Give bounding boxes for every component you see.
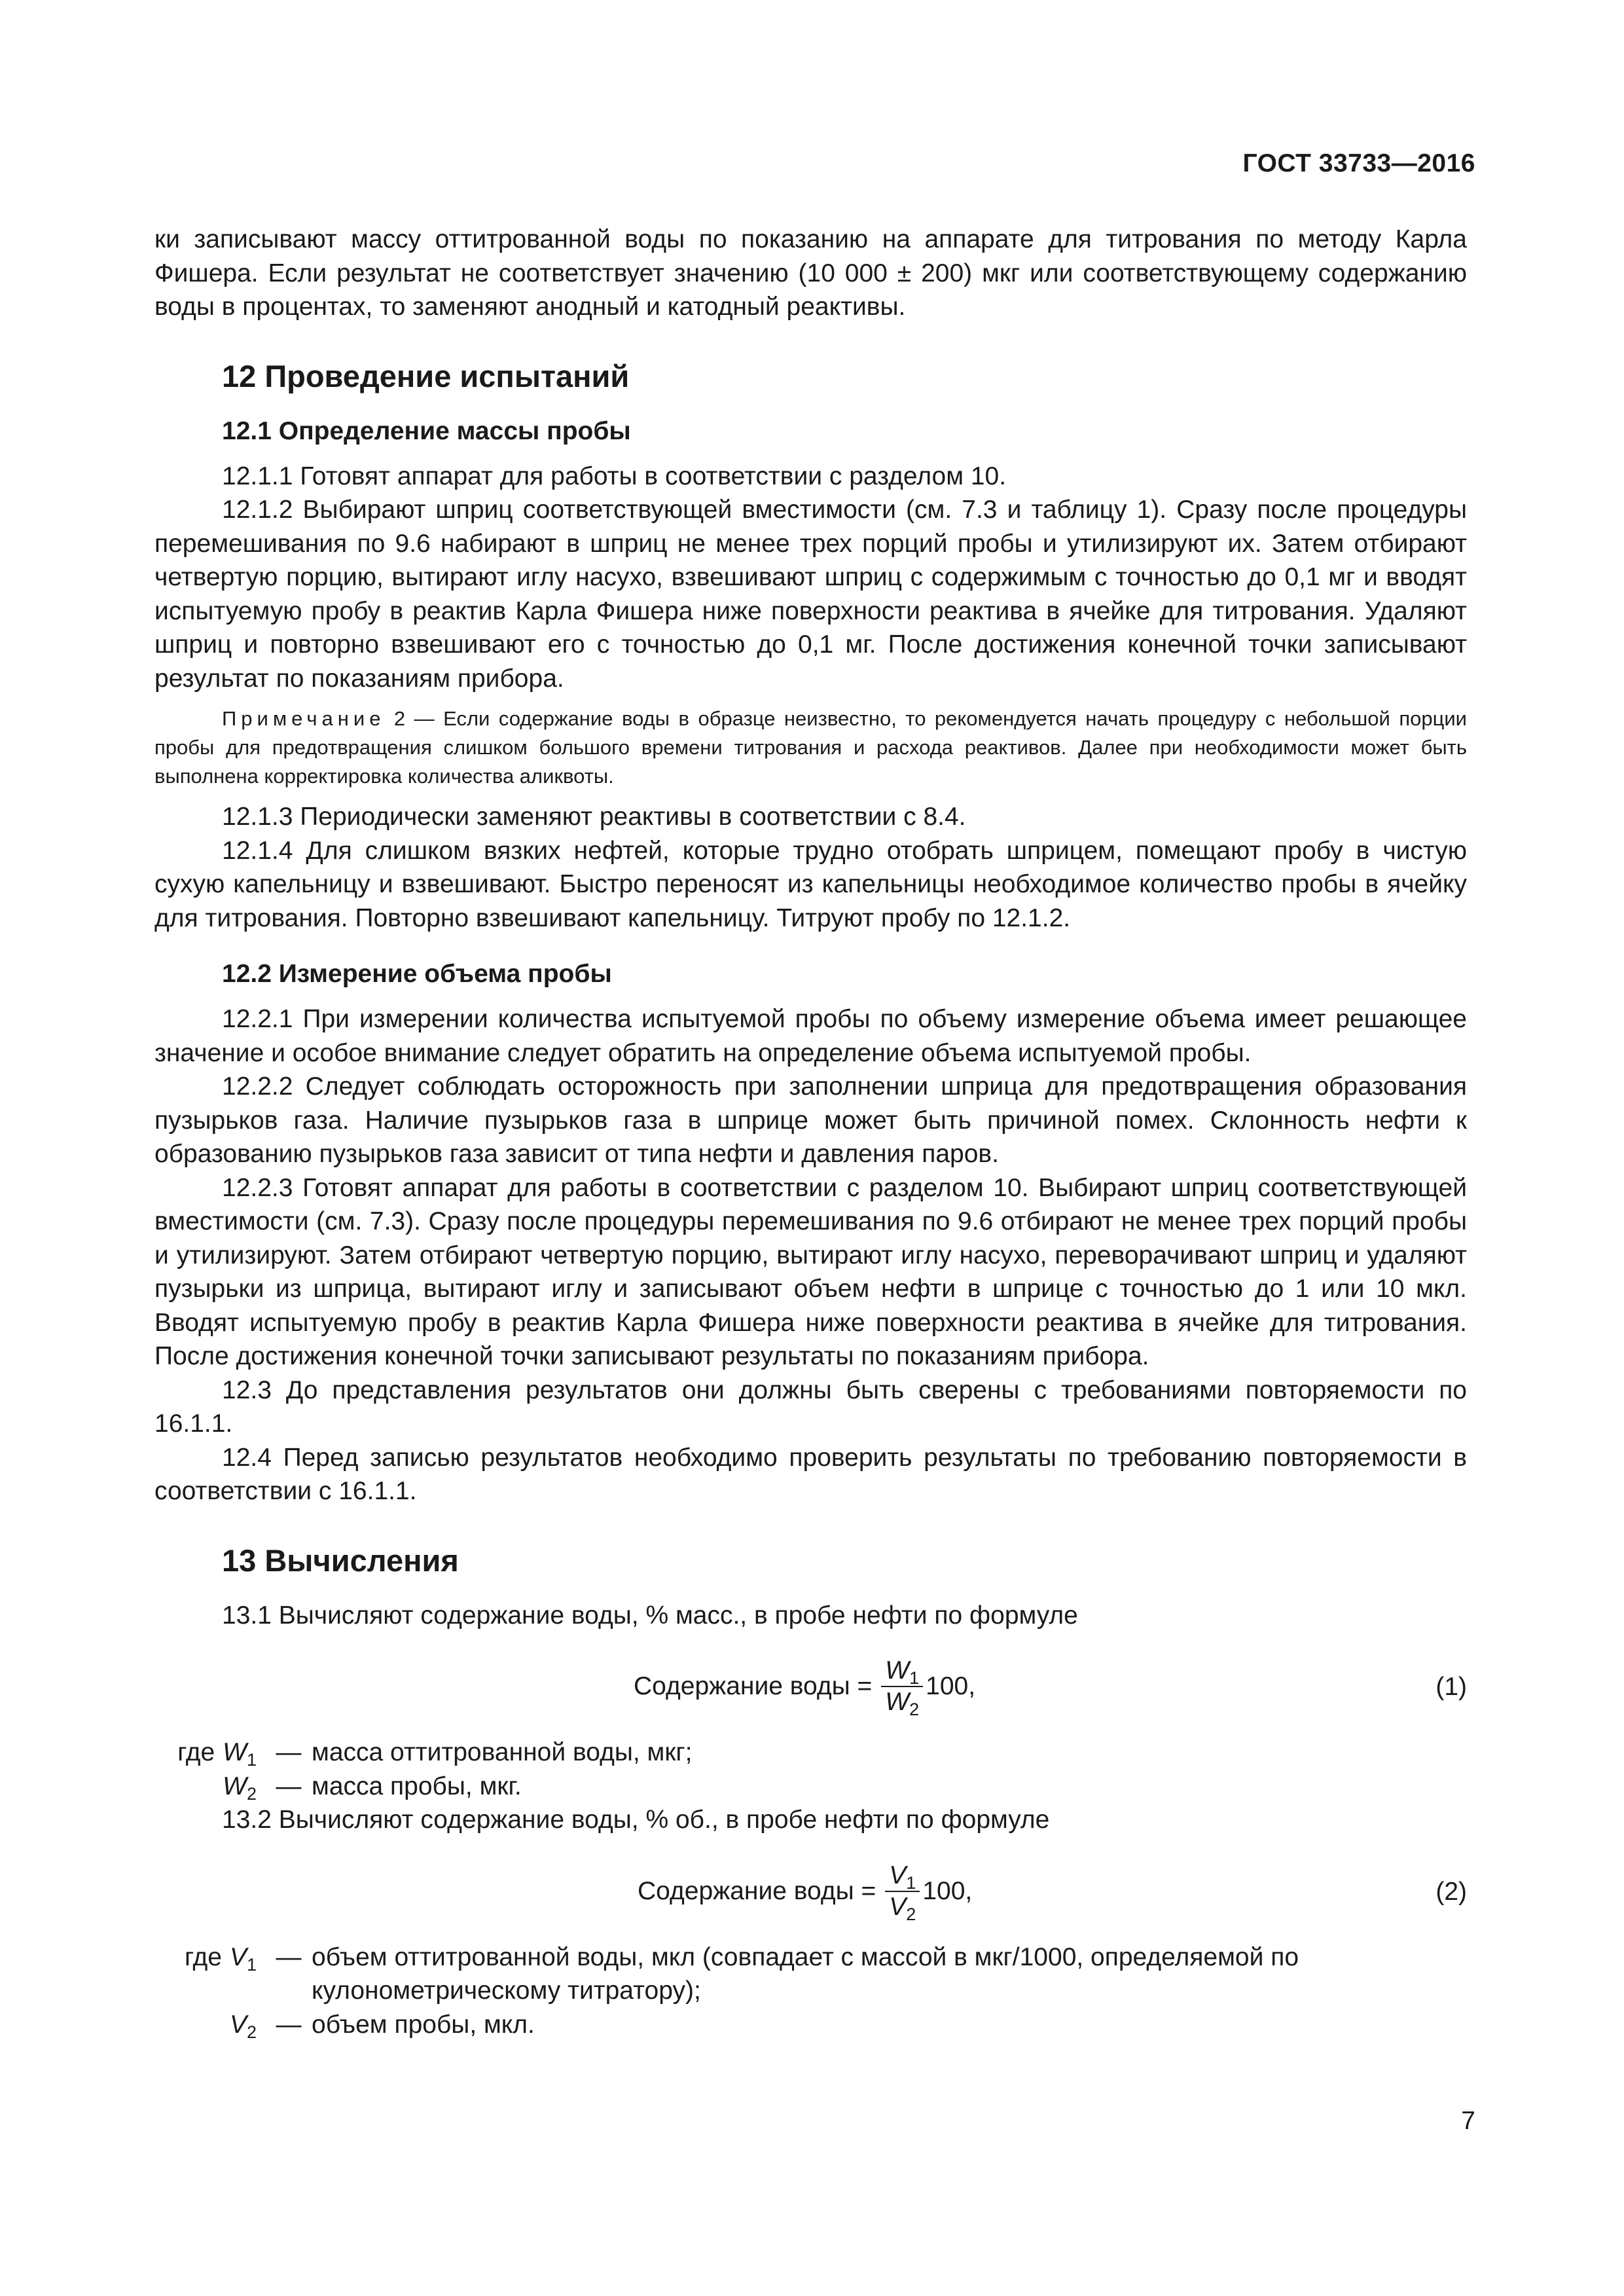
paragraph-13-2: 13.2 Вычисляют содержание воды, % об., в пробе нефти по формуле	[222, 1806, 1050, 1834]
page-content	[154, 223, 1467, 2041]
paragraph-12-4: 12.4 Перед записью результатов необходимо проверить результаты по требованию повторяемости в соответствии с 16.1.1.	[154, 1443, 1467, 1505]
subsection-12-2-title: 12.2 Измерение объема пробы	[222, 960, 612, 988]
formula-1-factor: 100,	[926, 1672, 976, 1701]
note-2	[154, 704, 1467, 791]
formula-2	[154, 1849, 1467, 1934]
formula-2-numerator: $V_1$	[885, 1861, 920, 1892]
formula-1-number: (1)	[1435, 1673, 1467, 1701]
paragraph-12-1-3: 12.1.3 Периодически заменяют реактивы в соответствии с 8.4.	[222, 803, 966, 831]
formula-2-fraction	[885, 1861, 920, 1922]
where-list-2	[154, 1941, 1467, 2042]
section-12-title: 12 Проведение испытаний	[222, 358, 630, 393]
formula-1	[154, 1644, 1467, 1729]
formula-2-denominator: $V_2$	[889, 1892, 916, 1924]
paragraph-12-3: 12.3 До представления результатов они должны быть сверены с требованиями повторяемости по 16.1.1.	[154, 1376, 1467, 1438]
where-1-row-1-dash: —	[276, 1738, 302, 1766]
formula-1-fraction	[881, 1656, 923, 1717]
where-2-row-2-symbol: $V_2$	[229, 2010, 257, 2042]
where-list-1	[154, 1736, 1467, 1803]
paragraph-12-1-1: 12.1.1 Готовят аппарат для работы в соответствии с разделом 10.	[222, 462, 1007, 490]
standard-header: ГОСТ 33733—2016	[1242, 149, 1475, 177]
formula-2-label: Содержание воды =	[638, 1876, 876, 1905]
paragraph-12-1-4: 12.1.4 Для слишком вязких нефтей, которые трудно отобрать шприцем, помещают пробу в чистую сухую капельницу и взвешивают. Быстро переносят из капельницы необходимое количество пробы в ячейку для титрования. Повторно взвешивают капельницу. Титруют пробу по 12.1.2.	[154, 836, 1467, 932]
where-2-row-1-symbol: где $V_1$	[185, 1942, 257, 1975]
page-number: 7	[1461, 2107, 1475, 2135]
section-13-title: 13 Вычисления	[222, 1542, 459, 1578]
where-2-row-1-dash: —	[276, 1942, 302, 1971]
formula-1-denominator: $W_2$	[885, 1688, 920, 1719]
where-1-row-2-text: масса пробы, мкг.	[312, 1772, 522, 1800]
formula-1-expression	[634, 1644, 975, 1729]
paragraph-13-1: 13.1 Вычисляют содержание воды, % масс., в пробе нефти по формуле	[222, 1601, 1078, 1630]
paragraph-12-2-1: 12.2.1 При измерении количества испытуемой пробы по объему измерение объема имеет решающее значение и особое внимание следует обратить на определение объема испытуемой пробы.	[154, 1005, 1467, 1067]
paragraph-12-2-2: 12.2.2 Следует соблюдать осторожность при заполнении шприца для предотвращения образования пузырьков газа. Наличие пузырьков газа в шприце может быть причиной помех. Склонность нефти к образованию пузырьков газа зависит от типа нефти и давления паров.	[154, 1072, 1467, 1168]
paragraph-12-1-2: 12.1.2 Выбирают шприц соответствующей вместимости (см. 7.3 и таблицу 1). Сразу после процедуры перемешивания по 9.6 набирают в шприц не менее трех порций пробы и утилизируют их. Затем отбирают четвертую порцию, вытирают иглу насухо, взвешивают шприц с содержимым с точностью до 0,1 мг и вводят испытуемую пробу в реактив Карла Фишера ниже поверхности реактива в ячейке для титрования. Удаляют шприц и повторно взвешивают его с точностью до 0,1 мг. После достижения конечной точки записывают результат по показаниям прибора.	[154, 496, 1467, 693]
note-text: 2 — Если содержание воды в образце неизвестно, то рекомендуется начать процедуру с небольшой порции пробы для предотвращения слишком большого времени титрования и расхода реактивов. Далее при необходимости может быть выполнена корректировка количества аликвоты.	[154, 707, 1467, 788]
where-1-row-1-symbol: где $W_1$	[177, 1738, 257, 1770]
note-label: Примечание	[222, 707, 386, 730]
where-1-row-2-dash: —	[276, 1772, 302, 1800]
formula-1-numerator: $W_1$	[881, 1656, 923, 1687]
formula-2-expression	[638, 1849, 972, 1934]
where-2-row-2-dash: —	[276, 2010, 302, 2039]
where-2-row-1-text: объем оттитрованной воды, мкл (совпадает с массой в мкг/1000, определяемой по кулонометрическому титратору);	[312, 1942, 1299, 2005]
where-1-row-2-symbol: $W_2$	[223, 1772, 257, 1804]
formula-2-factor: 100,	[922, 1876, 973, 1905]
intro-paragraph: ки записывают массу оттитрованной воды по показанию на аппарате для титрования по методу Карла Фишера. Если результат не соответствует значению (10 000 ± 200) мкг или соответствующему содержанию воды в процентах, то заменяют анодный и катодный реактивы.	[154, 225, 1467, 321]
subsection-12-1-title: 12.1 Определение массы пробы	[222, 416, 631, 445]
where-2-row-2-text: объем пробы, мкл.	[312, 2010, 535, 2039]
formula-1-label: Содержание воды =	[634, 1672, 873, 1701]
paragraph-12-2-3: 12.2.3 Готовят аппарат для работы в соответствии с разделом 10. Выбирают шприц соответствующей вместимости (см. 7.3). Сразу после процедуры перемешивания по 9.6 отбирают не менее трех порций пробы и утилизируют. Затем отбирают четвертую порцию, вытирают иглу насухо, переворачивают шприц и удаляют пузырьки из шприца, вытирают иглу и записывают объем нефти в шприце с точностью до 1 или 10 мкл. Вводят испытуемую пробу в реактив Карла Фишера ниже поверхности реактива в ячейке для титрования. После достижения конечной точки записывают результаты по показаниям прибора.	[154, 1173, 1467, 1370]
formula-2-number: (2)	[1435, 1877, 1467, 1906]
where-1-row-1-text: масса оттитрованной воды, мкг;	[312, 1738, 693, 1766]
